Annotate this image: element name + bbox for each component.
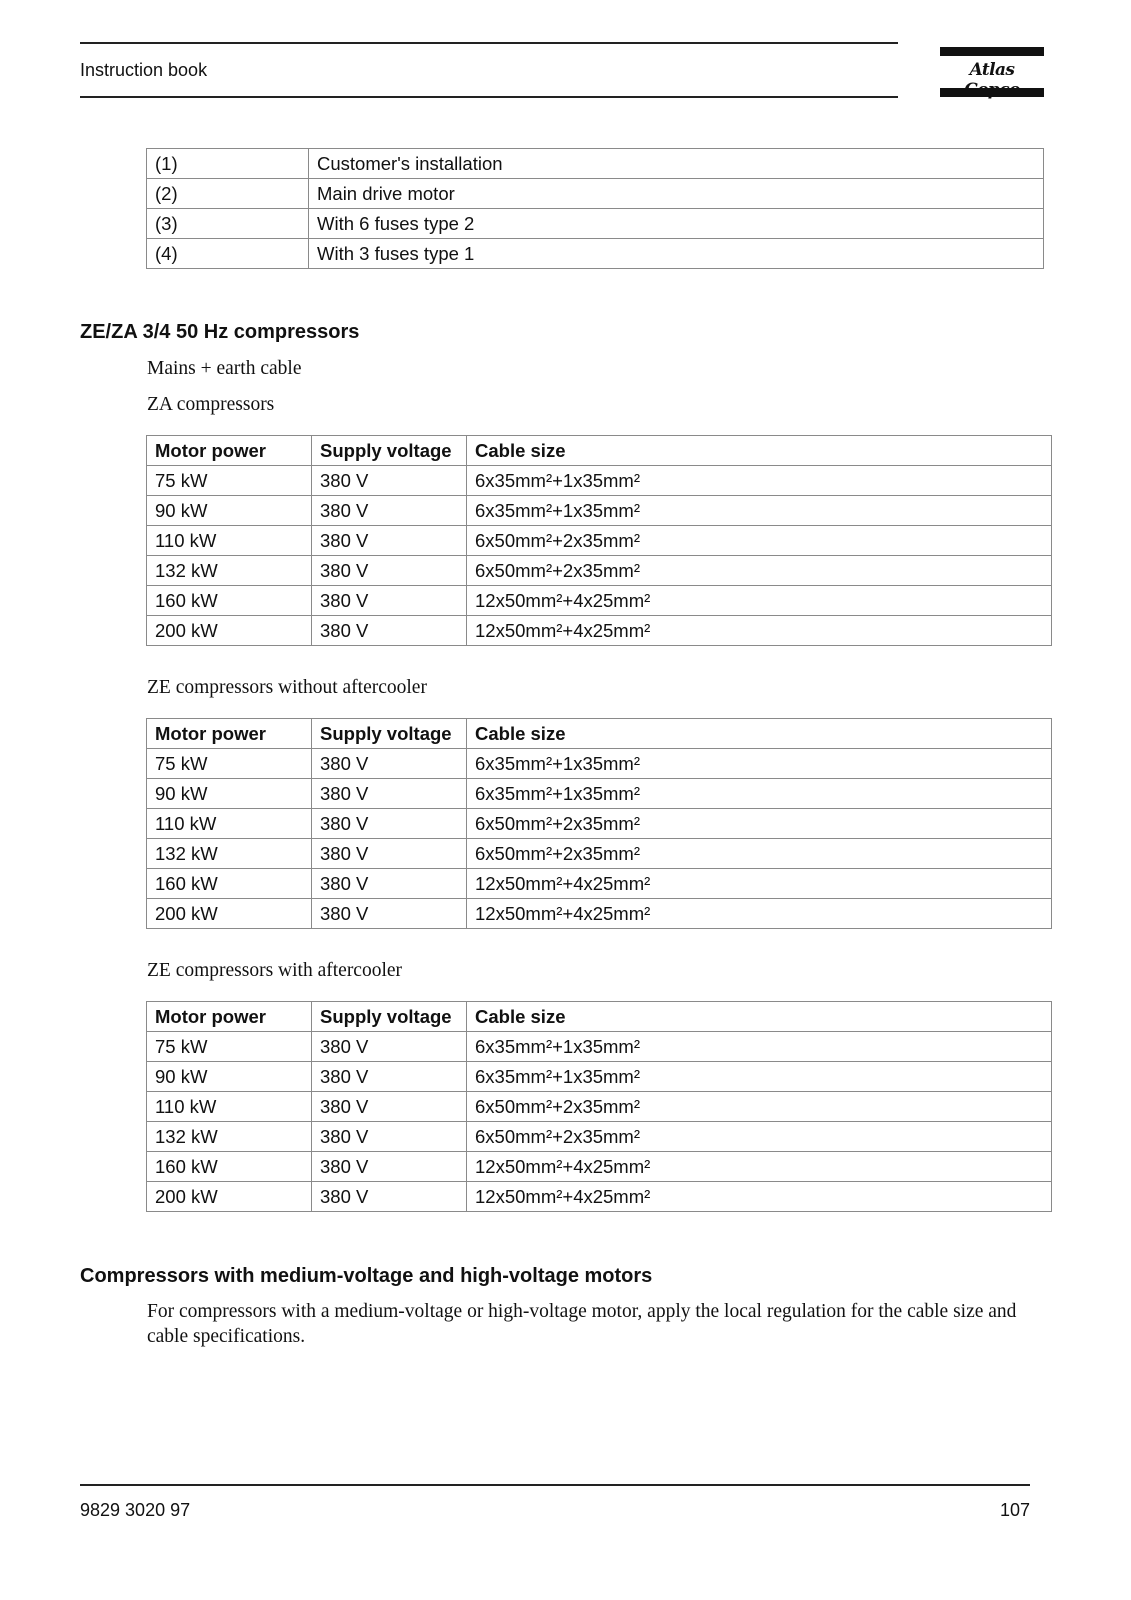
supply-voltage-cell: 380 V [312,1032,467,1062]
column-header-motor-power: Motor power [147,719,312,749]
supply-voltage-cell: 380 V [312,526,467,556]
motor-power-cell: 160 kW [147,869,312,899]
legend-ref: (1) [147,149,309,179]
motor-power-cell: 160 kW [147,586,312,616]
cable-size-cell: 6x35mm²+1x35mm² [467,749,1052,779]
cable-size-cell: 6x35mm²+1x35mm² [467,1032,1052,1062]
section-body-mv-hv: For compressors with a medium-voltage or high-voltage motor, apply the local regulation for the cable size and cable specifications. [147,1301,1017,1347]
cable-size-cell: 6x50mm²+2x35mm² [467,839,1052,869]
supply-voltage-cell: 380 V [312,749,467,779]
atlas-copco-logo [940,47,1044,99]
supply-voltage-cell: 380 V [312,616,467,646]
legend-text: With 3 fuses type 1 [309,239,1044,269]
table-row [147,466,1052,496]
legend-ref: (3) [147,209,309,239]
table-row [147,586,1052,616]
cable-size-cell: 12x50mm²+4x25mm² [467,899,1052,929]
cable-size-cell: 6x35mm²+1x35mm² [467,466,1052,496]
footer-rule [80,1484,1030,1486]
page-number: 107 [999,1500,1030,1520]
section-heading-mv-hv: Compressors with medium-voltage and high-voltage motors [80,1265,653,1287]
table-row [147,616,1052,646]
motor-power-cell: 90 kW [147,496,312,526]
cable-size-cell: 6x50mm²+2x35mm² [467,1122,1052,1152]
legend-ref: (4) [147,239,309,269]
supply-voltage-cell: 380 V [312,1122,467,1152]
motor-power-cell: 132 kW [147,839,312,869]
table-caption-ze-without-aftercooler: ZE compressors without aftercooler [147,677,427,698]
supply-voltage-cell: 380 V [312,779,467,809]
cable-size-cell: 6x50mm²+2x35mm² [467,1092,1052,1122]
cable-size-cell: 6x35mm²+1x35mm² [467,1062,1052,1092]
cable-size-cell: 6x50mm²+2x35mm² [467,556,1052,586]
logo-bar-bottom [940,88,1044,97]
table-row [147,869,1052,899]
column-header-cable-size: Cable size [467,436,1052,466]
table-row [147,496,1052,526]
column-header-supply-voltage: Supply voltage [312,719,467,749]
motor-power-cell: 90 kW [147,1062,312,1092]
table-header-row [147,436,1052,466]
cable-table-za [146,435,1052,646]
logo-wordmark: Atlas [969,60,1015,80]
motor-power-cell: 75 kW [147,1032,312,1062]
table-row [147,899,1052,929]
supply-voltage-cell: 380 V [312,586,467,616]
header-rule-top [80,42,898,44]
motor-power-cell: 75 kW [147,466,312,496]
table-row [147,1152,1052,1182]
intro-text: Mains + earth cable [147,358,302,379]
legend-text: Main drive motor [309,179,1044,209]
cable-size-cell: 12x50mm²+4x25mm² [467,616,1052,646]
table-row [147,526,1052,556]
column-header-cable-size: Cable size [467,719,1052,749]
cable-table-ze-with-aftercooler [146,1001,1052,1212]
supply-voltage-cell: 380 V [312,839,467,869]
supply-voltage-cell: 380 V [312,1152,467,1182]
motor-power-cell: 132 kW [147,556,312,586]
cable-size-cell: 12x50mm²+4x25mm² [467,1152,1052,1182]
table-row [147,809,1052,839]
header-rule-bottom [80,96,898,98]
legend-table [146,148,1044,269]
table-row [147,179,1044,209]
motor-power-cell: 110 kW [147,526,312,556]
section-heading-ze-za: ZE/ZA 3/4 50 Hz compressors [80,321,360,343]
cable-size-cell: 12x50mm²+4x25mm² [467,586,1052,616]
supply-voltage-cell: 380 V [312,809,467,839]
motor-power-cell: 90 kW [147,779,312,809]
motor-power-cell: 160 kW [147,1152,312,1182]
cable-size-cell: 6x35mm²+1x35mm² [467,496,1052,526]
table-row [147,779,1052,809]
cable-size-cell: 6x50mm²+2x35mm² [467,526,1052,556]
motor-power-cell: 200 kW [147,1182,312,1212]
logo-bar-top [940,47,1044,56]
document-number: 9829 3020 97 [80,1500,191,1520]
table-caption-za: ZA compressors [147,394,275,415]
motor-power-cell: 132 kW [147,1122,312,1152]
table-row [147,556,1052,586]
table-header-row [147,719,1052,749]
column-header-supply-voltage: Supply voltage [312,436,467,466]
legend-text: With 6 fuses type 2 [309,209,1044,239]
supply-voltage-cell: 380 V [312,899,467,929]
table-row [147,1062,1052,1092]
table-row [147,1032,1052,1062]
column-header-supply-voltage: Supply voltage [312,1002,467,1032]
column-header-cable-size: Cable size [467,1002,1052,1032]
table-row [147,1182,1052,1212]
legend-text: Customer's installation [309,149,1044,179]
column-header-motor-power: Motor power [147,1002,312,1032]
supply-voltage-cell: 380 V [312,869,467,899]
motor-power-cell: 110 kW [147,809,312,839]
table-row [147,839,1052,869]
cable-size-cell: 6x35mm²+1x35mm² [467,779,1052,809]
motor-power-cell: 200 kW [147,616,312,646]
column-header-motor-power: Motor power [147,436,312,466]
table-row [147,749,1052,779]
supply-voltage-cell: 380 V [312,556,467,586]
motor-power-cell: 200 kW [147,899,312,929]
supply-voltage-cell: 380 V [312,1182,467,1212]
table-header-row [147,1002,1052,1032]
motor-power-cell: 110 kW [147,1092,312,1122]
supply-voltage-cell: 380 V [312,1092,467,1122]
table-row [147,209,1044,239]
supply-voltage-cell: 380 V [312,466,467,496]
table-row [147,1092,1052,1122]
legend-ref: (2) [147,179,309,209]
cable-size-cell: 12x50mm²+4x25mm² [467,869,1052,899]
cable-size-cell: 12x50mm²+4x25mm² [467,1182,1052,1212]
supply-voltage-cell: 380 V [312,496,467,526]
table-caption-ze-with-aftercooler: ZE compressors with aftercooler [147,960,403,981]
cable-size-cell: 6x50mm²+2x35mm² [467,809,1052,839]
table-row [147,149,1044,179]
table-row [147,1122,1052,1152]
motor-power-cell: 75 kW [147,749,312,779]
cable-table-ze-without-aftercooler [146,718,1052,929]
header-title: Instruction book [80,60,208,80]
supply-voltage-cell: 380 V [312,1062,467,1092]
table-row [147,239,1044,269]
